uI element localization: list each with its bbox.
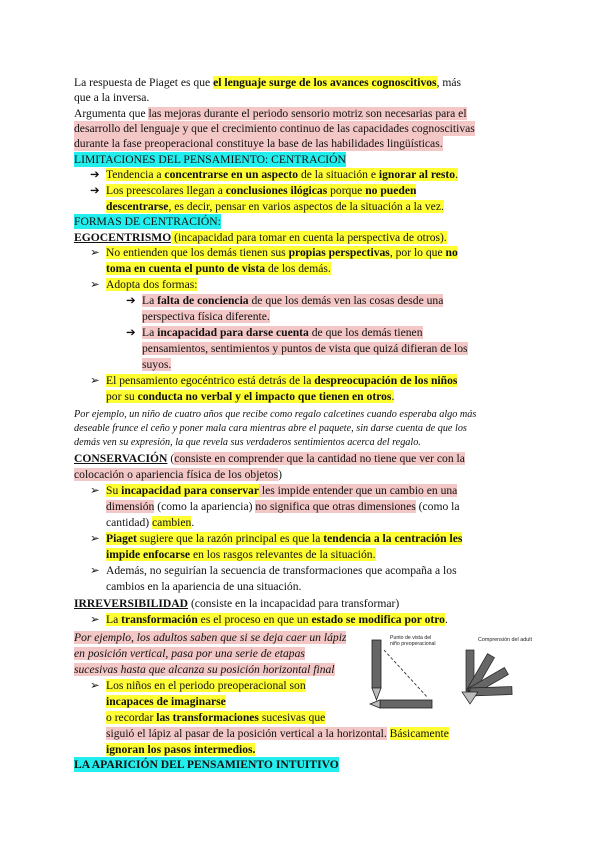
bullet-continuation [142,309,270,324]
text: , más [436,76,462,89]
highlight-text: no significa que otras dimensiones [255,500,416,513]
highlight-text: impide enfocarse [106,548,191,561]
bullet-continuation [106,726,449,741]
highlight-text: sugiere que la razón principal es que la [136,532,324,545]
highlight-text: incapacidad para conservar [121,484,259,497]
bullet-continuation [106,694,226,709]
highlight-text: de que los demás tienen [308,326,423,339]
highlight-text: colocación o apariencia física de los objetos [74,468,279,481]
bullet-continuation [106,499,460,514]
highlight-text: La [142,294,158,307]
highlight-text: o recordar [106,711,157,724]
text: cantidad) [106,516,153,529]
heading-text: LIMITACIONES DEL PENSAMIENTO: CENTRACIÓN [74,153,346,166]
paragraph-line [74,106,467,121]
text: La respuesta de Piaget es que [74,76,214,89]
highlight-text: ignoran los pasos intermedios. [106,743,256,756]
bullet-line [126,293,443,308]
highlight-example-text: sucesivas hasta que alcanza su posición horizontal final [74,663,335,676]
section-heading [74,152,346,167]
highlight-text: porque [327,184,366,197]
pencil-transformation-figure [362,632,532,716]
highlight-text: ignorar al resto [378,168,456,181]
paragraph-line [74,75,461,90]
highlight-text: desarrollo del lenguaje y que el crecimiento continuo de las capacidades cognoscitivas [74,122,475,135]
highlight-text: incapacidad para darse cuenta [157,326,309,339]
bullet-line [90,167,458,182]
text: Argumenta que [74,107,149,120]
highlight-text: (incapacidad para tomar en cuenta la perspectiva de otros). [171,231,447,244]
bullet-continuation [106,710,325,725]
triangle-bullet-icon: ➢ [90,564,100,577]
highlight-text: les impide entender que un cambio en una [259,484,458,497]
pencil-diagram [362,632,532,716]
example-text: deseable frunce el ceño y poner mala cara mientras abre el paquete, sin darse cuenta de que los [74,423,467,434]
highlight-text: las mejoras durante el periodo sensorio motriz son necesarias para el [148,107,467,120]
highlight-text: , es decir, pensar en varios aspectos de la situación a la vez. [168,200,444,213]
paragraph-line [74,136,443,151]
dashed-path [384,650,428,698]
heading-text: FORMAS DE CENTRACIÓN: [74,215,221,228]
text: (como la [415,500,460,513]
highlight-text: no [445,246,458,259]
example-text: Por ejemplo, un niño de cuatro años que recibe como regalo calcetines cuando esperaba algo más [74,409,477,420]
highlight-text: Piaget [106,532,137,545]
bullet-continuation [142,341,468,356]
text: . [444,613,448,626]
vertical-pencil-icon [372,640,381,700]
bullet-continuation [106,579,301,594]
highlight-text: transformación [121,613,198,626]
highlight-text: las transformaciones [156,711,259,724]
bullet-line [90,612,448,627]
subheading-line [74,451,465,466]
highlight-text: pensamientos, sentimientos y puntos de vista que quizá difieran de los [142,342,468,355]
arrow-bullet-icon: ➔ [126,294,136,307]
highlight-text: . [391,390,395,403]
bullet-line [90,373,457,388]
arrow-bullet-icon: ➔ [90,184,100,197]
bullet-continuation [106,515,194,530]
highlight-text: de la situación e [298,168,379,181]
text: (como la apariencia) [154,500,256,513]
section-heading [74,214,221,229]
pencil-sequence-icon [462,650,512,704]
highlight-text: Tendencia a [106,168,165,181]
highlight-text: El pensamiento egocéntrico está detrás de la [106,374,315,387]
right-label: Comprensión del adulto [478,637,532,643]
text: Además, no seguirían la secuencia de transformaciones que acompaña a los [106,564,457,577]
bullet-line [126,325,423,340]
text: ( [167,452,175,465]
paragraph-line [74,90,149,105]
highlight-text: consiste en comprender que la cantidad no tiene que ver con la [174,452,465,465]
triangle-bullet-icon: ➢ [90,246,100,259]
left-label-line1: Punto de vista del [390,635,432,641]
example-line [74,662,335,677]
subheading-text: EGOCENTRISMO [74,231,172,244]
triangle-bullet-icon: ➢ [90,679,100,692]
highlight-text: de los demás. [265,262,331,275]
highlight-text: descentrarse [106,200,169,213]
text: que a la inversa. [74,91,150,104]
triangle-bullet-icon: ➢ [90,278,100,291]
highlight-text: durante la fase preoperacional constituye la base de las habilidades lingüísticas. [74,137,443,150]
subheading-text: CONSERVACIÓN [74,452,168,465]
text: (consiste en la incapacidad para transformar) [188,597,400,610]
highlight-text: el lenguaje surge de los avances cognoscitivos [213,76,437,89]
bullet-continuation [142,357,171,372]
highlight-text: conducta no verbal y el impacto que tienen en otros [137,390,392,403]
example-line [74,421,467,436]
highlight-text: . [455,168,458,181]
highlight-text: tendencia a la centración les [323,532,463,545]
highlight-text: no pueden [365,184,417,197]
highlight-text: La [142,326,158,339]
paragraph-line [74,121,475,136]
highlight-text: dimensión [106,500,155,513]
paragraph-line [74,467,282,482]
bullet-continuation [106,389,394,404]
highlight-text: cambien [152,516,192,529]
section-heading [74,757,339,772]
highlight-text: de que los demás ven las cosas desde una [248,294,444,307]
example-line [74,407,476,422]
highlight-text: conclusiones ilógicas [225,184,328,197]
bullet-continuation [106,742,255,757]
highlight-text: Básicamente [389,727,449,740]
horizontal-pencil-icon [370,700,432,708]
highlight-text: Los niños en el periodo preoperacional son [106,679,306,692]
example-text: demás ven su expresión, la que revela sus verdaderos sentimientos acerca del regalo. [74,437,421,448]
highlight-text: sucesivas [258,711,309,724]
highlight-text: Su [106,484,122,497]
highlight-text: en los rasgos relevantes de la situación. [190,548,376,561]
subheading-line [74,230,447,245]
highlight-text: falta de conciencia [157,294,249,307]
highlight-text: que [308,711,326,724]
highlight-text: Adopta dos formas: [106,278,198,291]
bullet-line [90,483,457,498]
highlight-text: La [106,613,122,626]
highlight-text: , por lo que [389,246,446,259]
bullet-line [90,245,458,260]
bullet-line [90,678,306,693]
text: . [191,516,195,529]
highlight-text: perspectiva física diferente. [142,310,270,323]
arrow-bullet-icon: ➔ [126,326,136,339]
highlight-text: Los preescolares llegan a [106,184,226,197]
highlight-text: estado se modifica por otro [311,613,445,626]
heading-text: LA APARICIÓN DEL PENSAMIENTO INTUITIVO [74,758,339,771]
highlight-example-text: en posición vertical, pasa por una serie de etapas [74,647,305,660]
bullet-line [90,531,462,546]
left-label-line2: niño preoperacional [390,641,436,647]
subheading-line [74,596,399,611]
highlight-text: es el proceso en que un [197,613,312,626]
text: ) [278,468,282,481]
example-line [74,435,421,450]
triangle-bullet-icon: ➢ [90,484,100,497]
arrow-bullet-icon: ➔ [90,168,100,181]
bullet-line [90,183,416,198]
highlight-text: incapaces de imaginarse [106,695,226,708]
highlight-text: despreocupación de los niños [314,374,458,387]
text: cambios en la apariencia de una situación. [106,580,302,593]
subheading-text: IRREVERSIBILIDAD [74,597,189,610]
highlight-example-text: Por ejemplo, los adultos saben que si se deja caer un lápiz [74,631,347,644]
bullet-line [90,563,457,578]
highlight-text: suyos. [142,358,172,371]
highlight-text: por su [106,390,138,403]
example-line [74,630,346,645]
bullet-continuation [106,547,376,562]
highlight-text: concentrarse en un aspecto [164,168,299,181]
highlight-text: propias perspectivas [288,246,390,259]
bullet-line [90,277,197,292]
highlight-text: No entienden que los demás tienen sus [106,246,289,259]
highlight-text: siguió el lápiz al pasar de la posición vertical a la horizontal. [106,727,387,740]
highlight-text: toma en cuenta el punto de vista [106,262,266,275]
triangle-bullet-icon: ➢ [90,374,100,387]
triangle-bullet-icon: ➢ [90,613,100,626]
bullet-continuation [106,261,331,276]
triangle-bullet-icon: ➢ [90,532,100,545]
bullet-continuation [106,199,444,214]
example-line [74,646,305,661]
